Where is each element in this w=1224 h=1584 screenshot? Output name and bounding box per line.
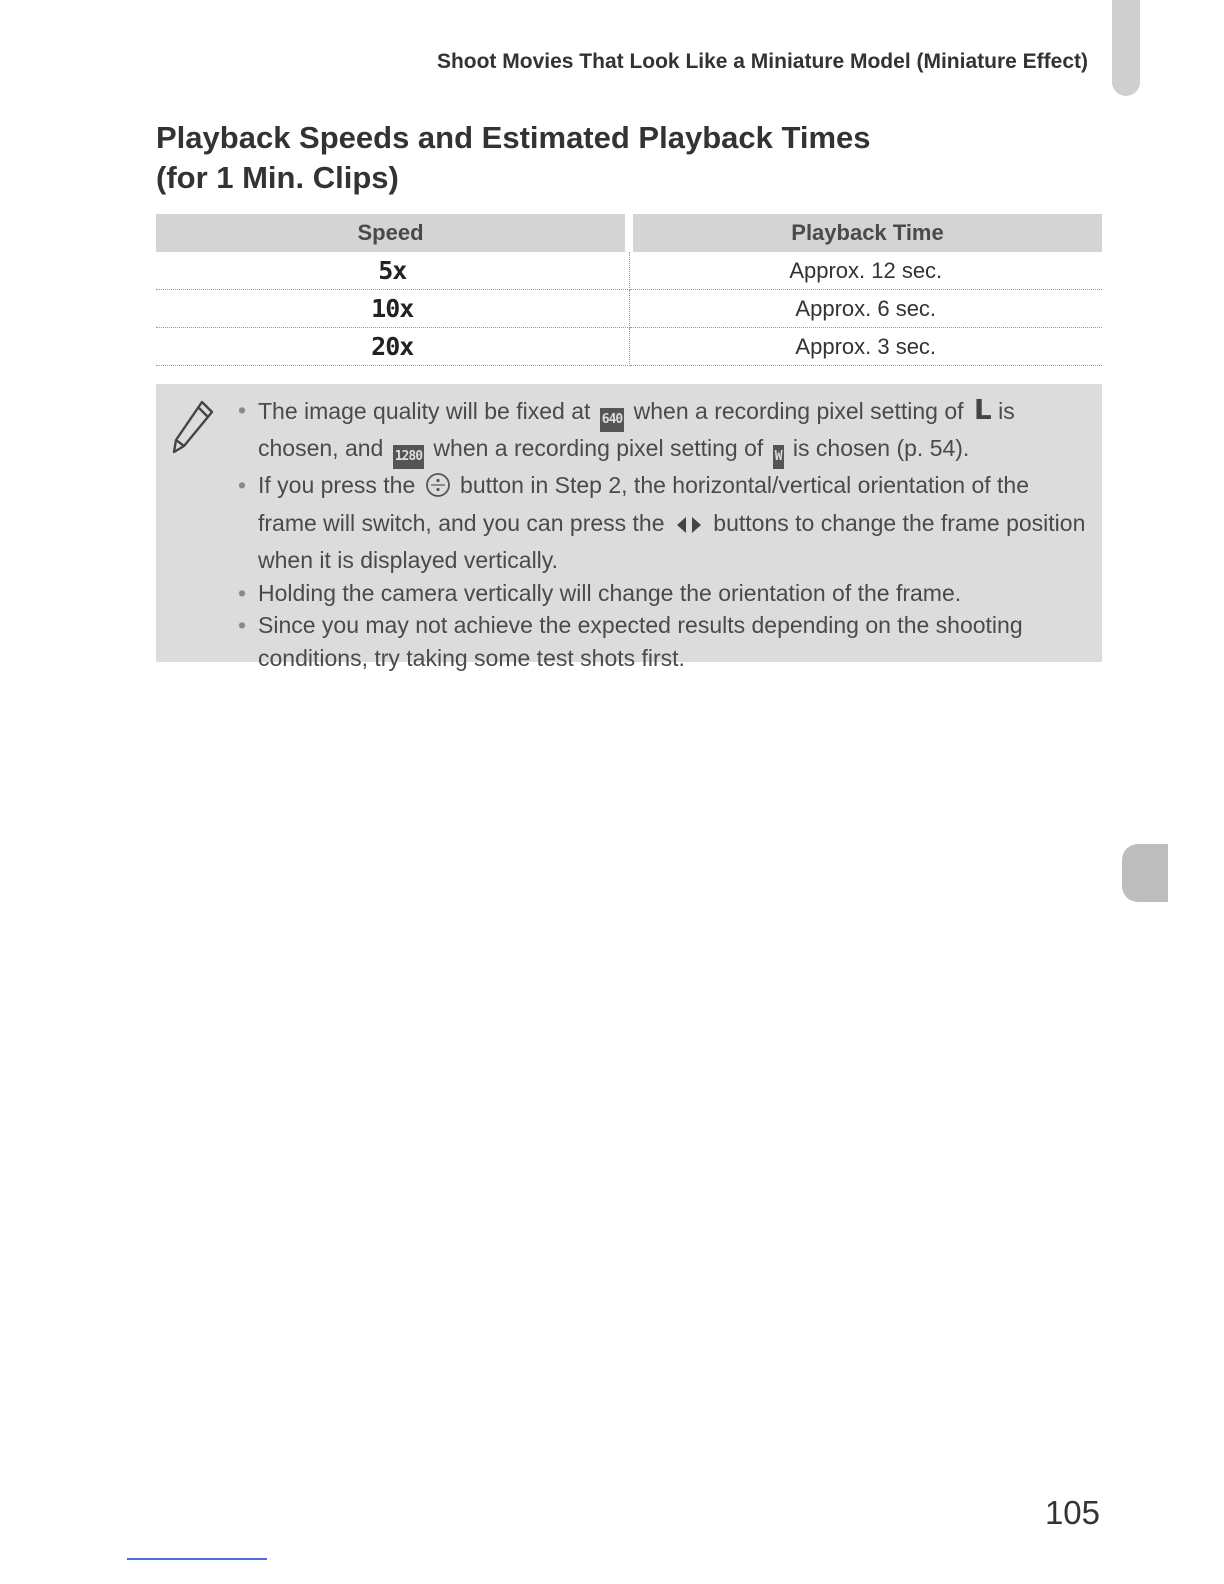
- bullet: •: [238, 397, 247, 423]
- bullet: •: [238, 612, 247, 638]
- speed-cell: 20x: [156, 328, 629, 366]
- table-row: [156, 290, 1102, 328]
- table-row: [156, 252, 1102, 290]
- speed-cell: 10x: [156, 290, 629, 328]
- func-set-button-icon: [425, 472, 451, 507]
- section-title-line1: Playback Speeds and Estimated Playback Times: [156, 120, 871, 155]
- note-item: [234, 577, 1094, 610]
- note-text: Since you may not achieve the expected results depending on the shooting conditions, try taking some test shots first.: [258, 612, 1023, 671]
- playback-time-cell: Approx. 12 sec.: [629, 252, 1102, 290]
- pencil-icon: [172, 398, 216, 461]
- note-text: If you press the: [258, 472, 416, 498]
- column-header-playback-time: Playback Time: [629, 214, 1102, 252]
- note-item: [234, 469, 1094, 577]
- note-text: button in Step 2, the horizontal/vertical orientation of the frame will switch, and you can press the: [258, 472, 1030, 536]
- chapter-tab-top: [1112, 0, 1140, 96]
- note-text: is chosen, and: [258, 398, 1015, 461]
- bullet: •: [238, 579, 247, 606]
- note-text: The image quality will be fixed at: [258, 398, 591, 424]
- note-item: [234, 609, 1094, 674]
- speed-cell: 5x: [156, 252, 629, 290]
- playback-time-cell: Approx. 6 sec.: [629, 290, 1102, 328]
- column-header-speed: Speed: [156, 214, 629, 252]
- table-header-row: [156, 214, 1102, 252]
- page-number: 105: [1044, 1494, 1100, 1531]
- bullet: •: [238, 472, 247, 498]
- recording-pixel-wide-icon: W: [773, 445, 784, 469]
- note-text: Holding the camera vertically will change the orientation of the frame.: [258, 579, 962, 606]
- playback-speed-table: [156, 214, 1102, 366]
- left-right-buttons-icon: [674, 512, 704, 545]
- note-text: when a recording pixel setting of: [433, 435, 764, 461]
- section-title-line2: (for 1 Min. Clips): [156, 160, 399, 195]
- note-box: [156, 384, 1102, 671]
- note-text: buttons to change the frame position when it is displayed vertically.: [258, 509, 1086, 573]
- playback-time-cell: Approx. 3 sec.: [629, 328, 1102, 366]
- chapter-tab-side: [1122, 844, 1168, 902]
- note-list: [234, 394, 1094, 674]
- footer-rule: [127, 1558, 267, 1560]
- running-head: Shoot Movies That Look Like a Miniature Model (Miniature Effect): [436, 50, 1088, 73]
- section-title: [156, 118, 996, 198]
- note-text: is chosen (p. 54).: [792, 435, 970, 461]
- note-item: [234, 394, 1094, 469]
- image-quality-640-icon: 640: [600, 408, 624, 432]
- note-text: when a recording pixel setting of: [633, 398, 964, 424]
- table-row: [156, 328, 1102, 366]
- recording-pixel-large-icon: L: [973, 393, 992, 426]
- image-quality-1280-icon: 1280: [393, 445, 424, 469]
